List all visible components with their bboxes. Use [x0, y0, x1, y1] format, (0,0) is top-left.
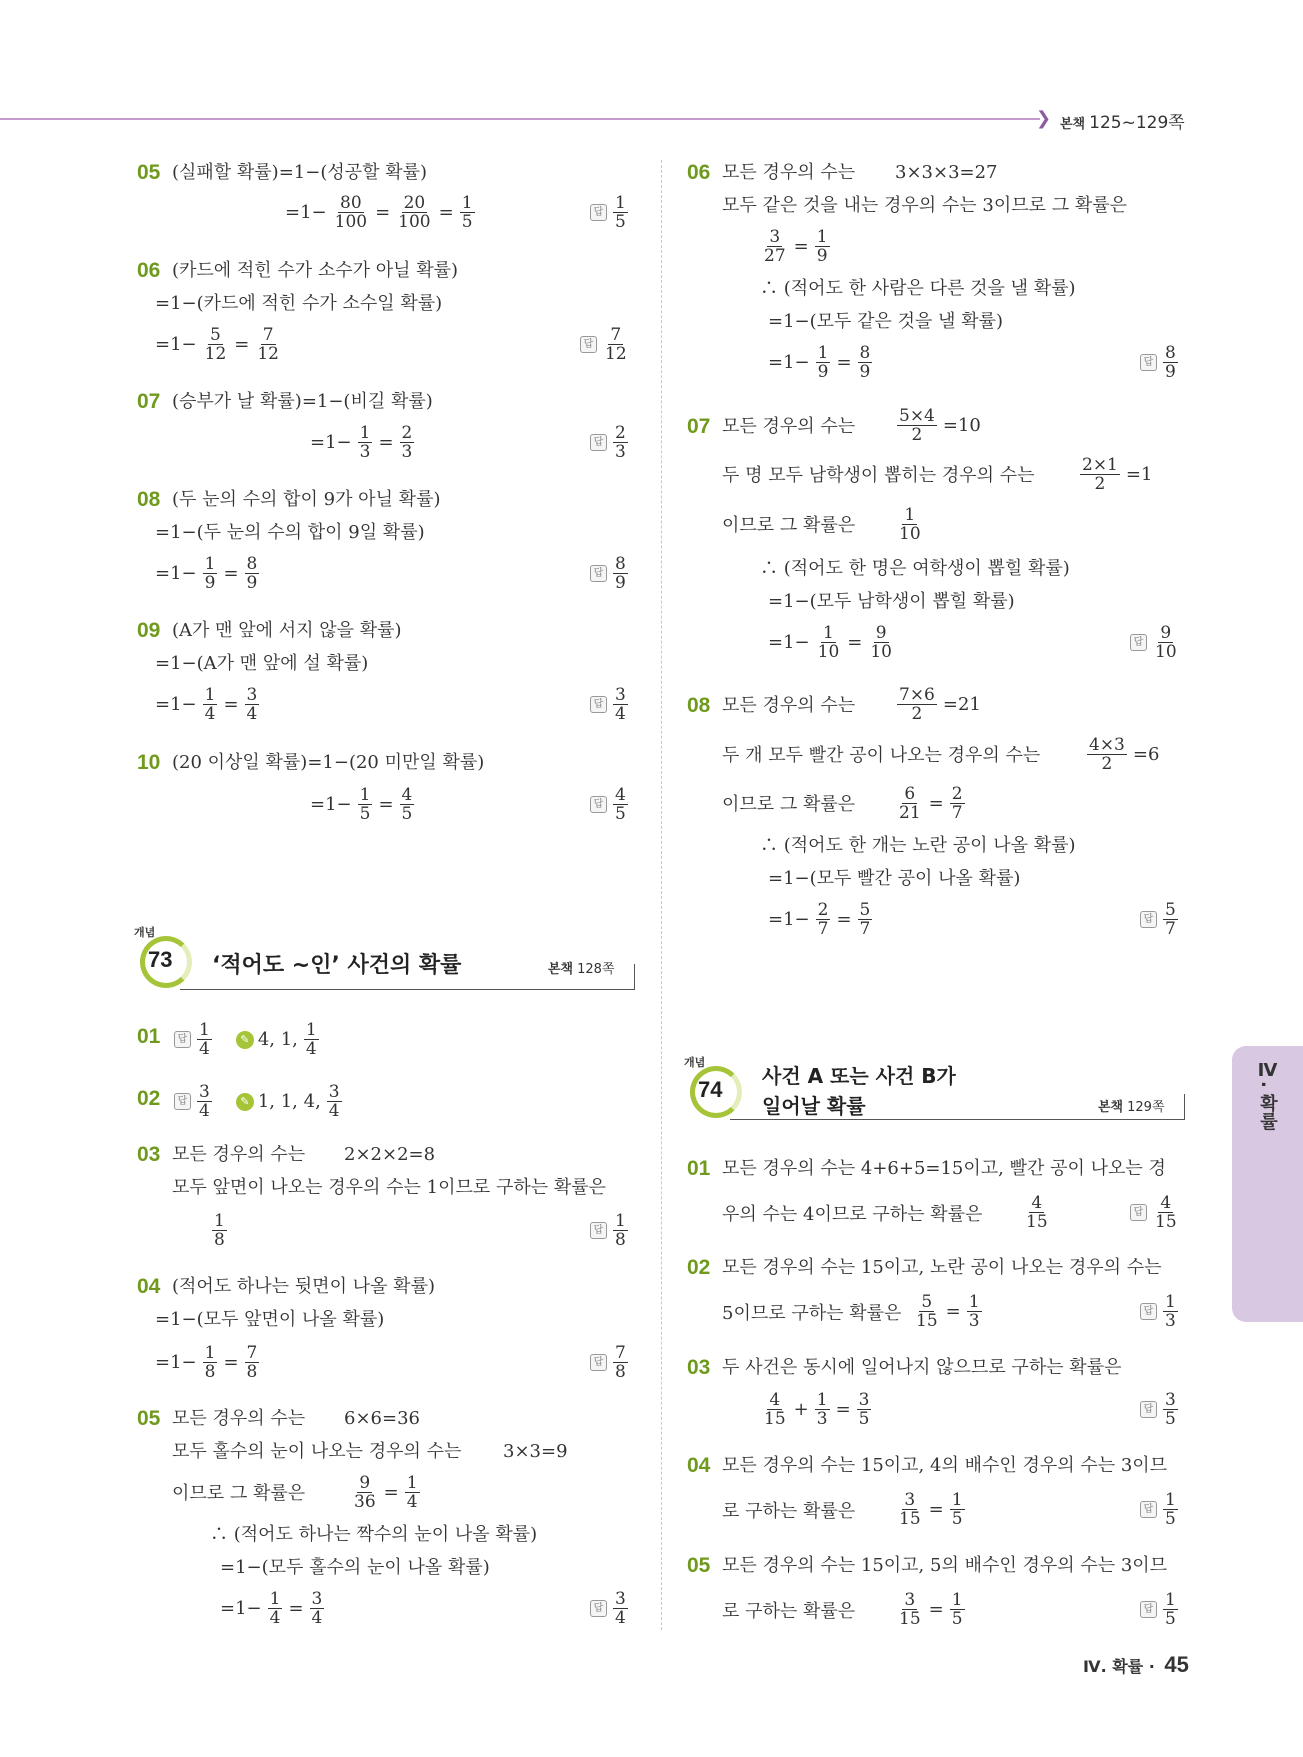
problem-text: 두 명 모두 남학생이 뽑히는 경우의 수는 — [722, 465, 1035, 486]
concept-number: 74 — [698, 1077, 723, 1102]
problem-number: 02 — [137, 1087, 161, 1110]
problem-text: =1−(모두 앞면이 나올 확률) — [155, 1309, 385, 1330]
concept-73-header — [134, 926, 635, 990]
problem-text: 모든 경우의 수는 — [722, 695, 856, 716]
problem-text: 5이므로 구하는 확률은 — [722, 1303, 902, 1324]
problem-number: 08 — [137, 488, 161, 511]
problem-number: 04 — [687, 1454, 711, 1477]
concept-title: ‘적어도 ~인’ 사건의 확률 — [212, 953, 462, 978]
symbol: =1− — [285, 201, 327, 223]
solution-expression: $\frac{9}{36}$ = $\frac{1}{4}$ — [354, 1473, 418, 1512]
answer: 답 $\frac{8}{9}$ — [1140, 344, 1180, 381]
problem-text: 두 사건은 동시에 일어나지 않으므로 구하는 확률은 — [722, 1357, 1122, 1378]
answer: 답 $\frac{1}{5}$ — [1140, 1491, 1180, 1528]
concept-ref: 본책 128쪽 — [548, 962, 615, 977]
problem-text: 우의 수는 4이므로 구하는 확률은 — [722, 1204, 983, 1225]
answer-line: 답 $\frac{3}{4}$ ✎ 1, 1, 4, $\frac{3}{4}$ — [174, 1083, 344, 1120]
solution-expression: $\frac{3}{15}$ = $\frac{1}{5}$ — [899, 1490, 963, 1529]
concept-title: 사건 A 또는 사건 B가 — [762, 1064, 956, 1088]
problem-text: 3×3=9 — [503, 1441, 568, 1462]
answer: 답 $\frac{3}{5}$ — [1140, 1391, 1180, 1428]
solution-expression: =1− $\frac{1}{8}$ = $\frac{7}{8}$ — [155, 1343, 258, 1382]
solution-expression: =1− $\frac{5}{12}$ = $\frac{7}{12}$ — [155, 325, 279, 364]
footer-chapter: Ⅳ. 확률 — [1083, 1657, 1144, 1676]
header-page-ref — [1060, 108, 1185, 133]
problem-text: =1−(모두 남학생이 뽑힐 확률) — [768, 591, 1015, 612]
fraction: $\frac{1}{5}$ — [461, 193, 473, 232]
problem-text: ∴ (적어도 한 명은 여학생이 뽑힐 확률) — [760, 558, 1070, 579]
solution-expression: =1− $\frac{80}{100}$ = $\frac{20}{100}$ = $\frac{1}{5}$ — [285, 193, 473, 232]
column-divider — [661, 160, 662, 1630]
problem-text: 모두 홀수의 눈이 나오는 경우의 수는 — [172, 1441, 462, 1462]
answer: 답 $\frac{7}{12}$ — [580, 326, 631, 363]
problem-text: (A가 맨 앞에 서지 않을 확률) — [172, 620, 402, 641]
problem-number: 07 — [687, 415, 711, 438]
answer-icon: 답 — [590, 1222, 607, 1239]
fraction: $\frac{1}{9}$ — [204, 554, 216, 593]
problem-text: 모든 경우의 수는 — [172, 1144, 306, 1165]
problem-text: 모든 경우의 수는 — [722, 416, 856, 437]
answer: 답 $\frac{2}{3}$ — [590, 424, 630, 461]
answer-icon: 답 — [174, 1031, 191, 1048]
chevron-right-icon: ❯ — [1036, 108, 1052, 129]
fraction: $\frac{7}{12}$ — [257, 325, 279, 364]
answer: 답 $\frac{4}{15}$ — [1130, 1194, 1181, 1231]
problem-number: 05 — [687, 1554, 711, 1577]
problem-text: 모든 경우의 수는 15이고, 노란 공이 나오는 경우의 수는 — [722, 1257, 1162, 1278]
problem-text: 2×2×2=8 — [344, 1144, 436, 1165]
fraction: $\frac{3}{4}$ — [246, 685, 258, 724]
solution-expression: $\frac{7\times 6}{2}$ =21 — [899, 685, 981, 724]
answer-icon: 답 — [580, 336, 597, 353]
problem-text: (적어도 하나는 뒷면이 나올 확률) — [172, 1276, 435, 1297]
answer-icon: 답 — [1140, 1401, 1157, 1418]
concept-title: 일어날 확률 — [762, 1094, 866, 1118]
fraction: $\frac{4}{5}$ — [401, 785, 413, 824]
fraction: $\frac{2}{3}$ — [401, 423, 413, 462]
solution-expression: =1− $\frac{1}{4}$ = $\frac{3}{4}$ — [155, 685, 258, 724]
problem-text: ∴ (적어도 한 사람은 다른 것을 낼 확률) — [760, 278, 1076, 299]
problem-number: 05 — [137, 1407, 161, 1430]
problem-text: (두 눈의 수의 합이 9가 아닐 확률) — [172, 489, 441, 510]
header-rule — [0, 118, 1040, 120]
fraction: $\frac{1}{5}$ — [359, 785, 371, 824]
solution-expression: =1− $\frac{2}{7}$ = $\frac{5}{7}$ — [768, 900, 871, 939]
concept-ref: 본책 129쪽 — [1098, 1100, 1165, 1115]
page-number: 45 — [1164, 1652, 1189, 1677]
chapter-tab-label: Ⅳ. 확률 — [1257, 1060, 1278, 1131]
answer: 답 $\frac{1}{8}$ — [590, 1212, 630, 1249]
solution-expression: =1− $\frac{1}{9}$ = $\frac{8}{9}$ — [155, 554, 258, 593]
answer: 답 $\frac{5}{7}$ — [1140, 901, 1180, 938]
concept-74-header — [684, 1056, 1185, 1120]
problem-number: 06 — [687, 161, 711, 184]
solution-expression: $\frac{4}{15}$ — [1026, 1193, 1048, 1232]
problem-text: ∴ (적어도 하나는 짝수의 눈이 나올 확률) — [210, 1524, 538, 1545]
problem-text: 로 구하는 확률은 — [722, 1501, 856, 1522]
solution-expression: $\frac{1}{8}$ — [214, 1211, 225, 1250]
header-book-label: 본책 — [1060, 117, 1086, 132]
problem-text: 두 개 모두 빨간 공이 나오는 경우의 수는 — [722, 745, 1041, 766]
problem-text: 로 구하는 확률은 — [722, 1601, 856, 1622]
problem-text: 모두 앞면이 나오는 경우의 수는 1이므로 구하는 확률은 — [172, 1177, 607, 1198]
problem-text: 이므로 그 확률은 — [172, 1483, 306, 1504]
problem-text: 모두 같은 것을 내는 경우의 수는 3이므로 그 확률은 — [722, 195, 1127, 216]
concept-label: 개념 — [134, 926, 156, 939]
problem-text: (승부가 날 확률)=1−(비길 확률) — [172, 391, 433, 412]
answer-icon: 답 — [590, 796, 607, 813]
problem-number: 10 — [137, 751, 161, 774]
problem-text: 이므로 그 확률은 — [722, 794, 856, 815]
answer: 답 $\frac{3}{4}$ — [590, 1590, 630, 1627]
problem-number: 09 — [137, 619, 161, 642]
problem-number: 07 — [137, 390, 161, 413]
problem-number: 05 — [137, 161, 161, 184]
pencil-icon: ✎ — [236, 1031, 254, 1049]
solution-expression: $\frac{3}{27}$ = $\frac{1}{9}$ — [764, 227, 828, 266]
fraction: $\frac{8}{9}$ — [246, 554, 258, 593]
answer-icon: 답 — [1130, 634, 1147, 651]
header-page-range: 125~129쪽 — [1089, 113, 1185, 133]
answer: 답 $\frac{1}{5}$ — [590, 194, 630, 231]
answer-icon: 답 — [1140, 911, 1157, 928]
solution-expression: $\frac{5}{15}$ = $\frac{1}{3}$ — [916, 1292, 980, 1331]
problem-number: 06 — [137, 259, 161, 282]
fraction: $\frac{80}{100}$ — [334, 193, 368, 232]
answer-icon: 답 — [1140, 1501, 1157, 1518]
solution-expression: $\frac{2\times 1}{2}$ =1 — [1082, 455, 1153, 494]
problem-text: 이므로 그 확률은 — [722, 515, 856, 536]
underline — [180, 989, 635, 990]
answer-icon: 답 — [1140, 1303, 1157, 1320]
answer: 답 $\frac{1}{3}$ — [1140, 1293, 1180, 1330]
answer: 답 $\frac{7}{8}$ — [590, 1344, 630, 1381]
problem-number: 03 — [137, 1143, 161, 1166]
problem-text: 모든 경우의 수는 15이고, 5의 배수인 경우의 수는 3이므 — [722, 1555, 1168, 1576]
fraction: $\frac{5}{12}$ — [204, 325, 227, 364]
solution-expression: =1− $\frac{1}{3}$ = $\frac{2}{3}$ — [310, 423, 413, 462]
solution-expression: =1− $\frac{1}{10}$ = $\frac{9}{10}$ — [768, 623, 892, 662]
solution-expression: $\frac{3}{15}$ = $\frac{1}{5}$ — [899, 1590, 963, 1629]
answer-line: 답 $\frac{1}{4}$ ✎ 4, 1, $\frac{1}{4}$ — [174, 1021, 321, 1058]
solution-expression: $\frac{5\times 4}{2}$ =10 — [899, 406, 981, 445]
problem-text: =1−(모두 빨간 공이 나올 확률) — [768, 868, 1021, 889]
solution-expression: $\frac{4}{15}$ + $\frac{1}{3}$ = $\frac{3}{5}$ — [764, 1390, 870, 1429]
problem-text: 모든 경우의 수는 — [172, 1408, 306, 1429]
problem-text: 6×6=36 — [344, 1408, 420, 1429]
problem-number: 01 — [137, 1025, 161, 1048]
problem-text: 모든 경우의 수는 15이고, 4의 배수인 경우의 수는 3이므 — [722, 1455, 1168, 1476]
problem-number: 08 — [687, 694, 711, 717]
solution-expression: =1− $\frac{1}{9}$ = $\frac{8}{9}$ — [768, 343, 871, 382]
answer-icon: 답 — [1140, 1601, 1157, 1618]
answer-icon: 답 — [1130, 1204, 1147, 1221]
problem-text: 모든 경우의 수는 — [722, 162, 856, 183]
problem-text: =1−(모두 홀수의 눈이 나올 확률) — [220, 1557, 490, 1578]
problem-text: 3×3×3=27 — [895, 162, 998, 183]
chapter-side-tab[interactable] — [1232, 1046, 1303, 1322]
solution-expression: $\frac{4\times 3}{2}$ =6 — [1089, 735, 1160, 774]
problem-number: 01 — [687, 1157, 711, 1180]
answer-icon: 답 — [590, 1600, 607, 1617]
problem-number: 04 — [137, 1275, 161, 1298]
problem-number: 03 — [687, 1356, 711, 1379]
answer-icon: 답 — [590, 1354, 607, 1371]
answer-icon: 답 — [590, 696, 607, 713]
answer-icon: 답 — [174, 1093, 191, 1110]
solution-expression: =1− $\frac{1}{4}$ = $\frac{3}{4}$ — [220, 1589, 323, 1628]
concept-number: 73 — [148, 947, 173, 972]
solution-expression: $\frac{1}{10}$ — [899, 505, 921, 544]
fraction: $\frac{1}{4}$ — [204, 685, 216, 724]
answer: 답 $\frac{9}{10}$ — [1130, 624, 1181, 661]
fraction: $\frac{1}{3}$ — [359, 423, 371, 462]
problem-text: (20 이상일 확률)=1−(20 미만일 확률) — [172, 752, 485, 773]
solution-expression: $\frac{6}{21}$ = $\frac{2}{7}$ — [899, 784, 963, 823]
solution-expression: =1− $\frac{1}{5}$ = $\frac{4}{5}$ — [310, 785, 413, 824]
problem-number: 02 — [687, 1256, 711, 1279]
fraction: $\frac{20}{100}$ — [398, 193, 431, 232]
problem-text: =1−(모두 같은 것을 낼 확률) — [768, 311, 1004, 332]
problem-text: (카드에 적힌 수가 소수가 아닐 확률) — [172, 260, 459, 281]
answer-icon: 답 — [590, 434, 607, 451]
page-footer: Ⅳ. 확률 · 45 — [1083, 1652, 1189, 1677]
problem-text: 모든 경우의 수는 4+6+5=15이고, 빨간 공이 나오는 경 — [722, 1158, 1166, 1179]
problem-text: =1−(두 눈의 수의 합이 9일 확률) — [155, 522, 425, 543]
answer: 답 $\frac{8}{9}$ — [590, 555, 630, 592]
answer: 답 $\frac{1}{5}$ — [1140, 1591, 1180, 1628]
answer: 답 $\frac{4}{5}$ — [590, 786, 630, 823]
underline — [730, 1119, 1185, 1120]
answer: 답 $\frac{3}{4}$ — [590, 686, 630, 723]
answer-icon: 답 — [590, 204, 607, 221]
answer-icon: 답 — [590, 565, 607, 582]
problem-text: ∴ (적어도 한 개는 노란 공이 나올 확률) — [760, 835, 1076, 856]
concept-label: 개념 — [684, 1056, 706, 1069]
pencil-icon: ✎ — [236, 1093, 254, 1111]
answer-icon: 답 — [1140, 354, 1157, 371]
problem-text: =1−(카드에 적힌 수가 소수일 확률) — [155, 293, 443, 314]
problem-text: =1−(A가 맨 앞에 설 확률) — [155, 653, 369, 674]
problem-text: (실패할 확률)=1−(성공할 확률) — [172, 162, 428, 183]
